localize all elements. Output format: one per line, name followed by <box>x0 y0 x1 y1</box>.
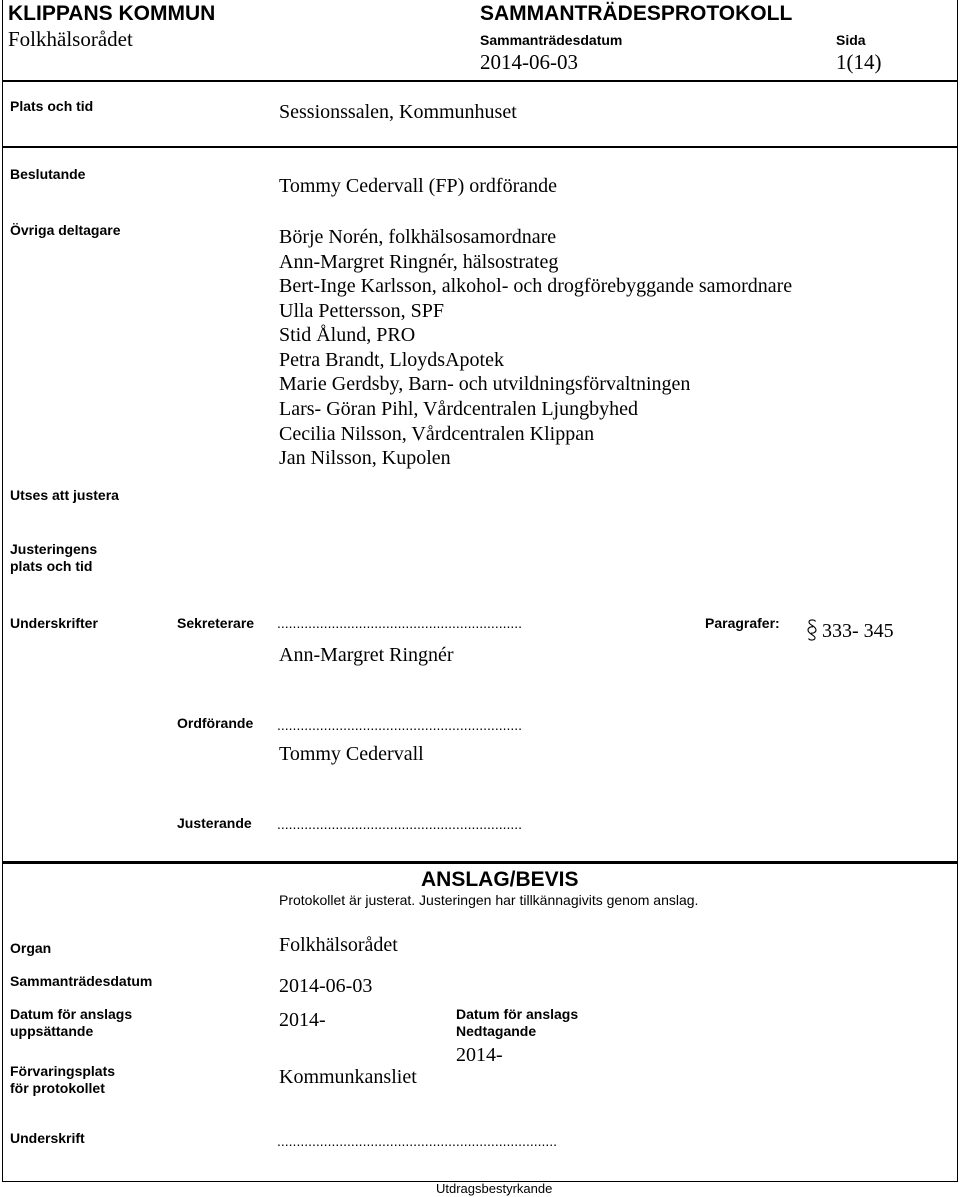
chair-name: Tommy Cedervall <box>279 743 424 765</box>
secretary-name: Ann-Margret Ringnér <box>279 644 454 666</box>
other-participant: Petra Brandt, LloydsApotek <box>279 349 504 371</box>
deciding-label: Beslutande <box>10 166 86 182</box>
notice-date-label: Sammanträdesdatum <box>10 973 153 989</box>
chair-label: Ordförande <box>177 715 254 731</box>
adjuster-label: Justerande <box>177 815 252 831</box>
paragraphs-value: 333- 345 <box>822 620 894 642</box>
other-participant: Stid Ålund, PRO <box>279 324 416 346</box>
notice-signature-line: ........................................................................ <box>277 1133 558 1149</box>
place-label: Plats och tid <box>10 98 94 114</box>
other-participant: Lars- Göran Pihl, Vårdcentralen Ljungbyhed <box>279 398 638 420</box>
storage-value: Kommunkansliet <box>279 1066 417 1088</box>
page-label: Sida <box>836 32 866 48</box>
adjuster-signature-line: ............................................................... <box>277 816 523 832</box>
meeting-date-label: Sammanträdesdatum <box>480 32 623 48</box>
notice-text: Protokollet är justerat. Justeringen har tillkännagivits genom anslag. <box>279 892 699 908</box>
storage-label <box>10 1063 115 1097</box>
adjust-place-label-line1: Justeringens <box>10 541 98 557</box>
adjust-place-label-line2: plats och tid <box>10 558 93 574</box>
posted-date-label-line1: Datum för anslags <box>10 1006 133 1022</box>
removed-date-value: 2014- <box>456 1044 503 1066</box>
removed-date-label-line1: Datum för anslags <box>456 1006 579 1022</box>
posted-date-value: 2014- <box>279 1009 326 1031</box>
chair-signature-line: ............................................................... <box>277 717 523 733</box>
removed-date-label-line2: Nedtagande <box>456 1023 537 1039</box>
organ-value: Folkhälsorådet <box>279 934 398 956</box>
header-divider <box>2 80 958 82</box>
deciding-value: Tommy Cedervall (FP) ordförande <box>279 175 557 197</box>
notice-date-value: 2014-06-03 <box>279 975 373 997</box>
municipality-title: KLIPPANS KOMMUN <box>8 2 216 25</box>
removed-date-label <box>456 1006 578 1040</box>
meeting-date-value: 2014-06-03 <box>480 50 578 74</box>
posted-date-label <box>10 1006 132 1040</box>
adjust-place-label <box>10 541 97 575</box>
adjuster-assign-label: Utses att justera <box>10 487 119 503</box>
notice-divider <box>2 861 958 864</box>
organ-label: Organ <box>10 940 52 956</box>
other-participant: Marie Gerdsby, Barn- och utvildningsförvaltningen <box>279 373 691 395</box>
other-participant: Börje Norén, folkhälsosamordnare <box>279 226 557 248</box>
signatures-label: Underskrifter <box>10 615 98 631</box>
other-participant: Ann-Margret Ringnér, hälsostrateg <box>279 251 559 273</box>
place-divider <box>2 146 958 148</box>
certified-extract-label: Utdragsbestyrkande <box>436 1181 553 1196</box>
storage-label-line1: Förvaringsplats <box>10 1063 116 1079</box>
notice-title: ANSLAG/BEVIS <box>421 868 579 891</box>
place-value: Sessionssalen, Kommunhuset <box>279 101 517 123</box>
secretary-label: Sekreterare <box>177 615 255 631</box>
paragraphs-label: Paragrafer: <box>705 615 780 631</box>
others-label: Övriga deltagare <box>10 222 121 238</box>
page-number: 1(14) <box>836 50 882 74</box>
posted-date-label-line2: uppsättande <box>10 1023 94 1039</box>
secretary-signature-line: ............................................................... <box>277 615 523 631</box>
storage-label-line2: för protokollet <box>10 1080 105 1096</box>
document-type: SAMMANTRÄDESPROTOKOLL <box>480 2 793 25</box>
signature-label: Underskrift <box>10 1130 85 1146</box>
other-participant: Jan Nilsson, Kupolen <box>279 447 451 469</box>
section-sign-icon <box>806 618 818 647</box>
other-participant: Bert-Inge Karlsson, alkohol- och drogförebyggande samordnare <box>279 275 793 297</box>
other-participant: Ulla Pettersson, SPF <box>279 300 445 322</box>
other-participant: Cecilia Nilsson, Vårdcentralen Klippan <box>279 423 595 445</box>
body-name: Folkhälsorådet <box>8 27 133 51</box>
